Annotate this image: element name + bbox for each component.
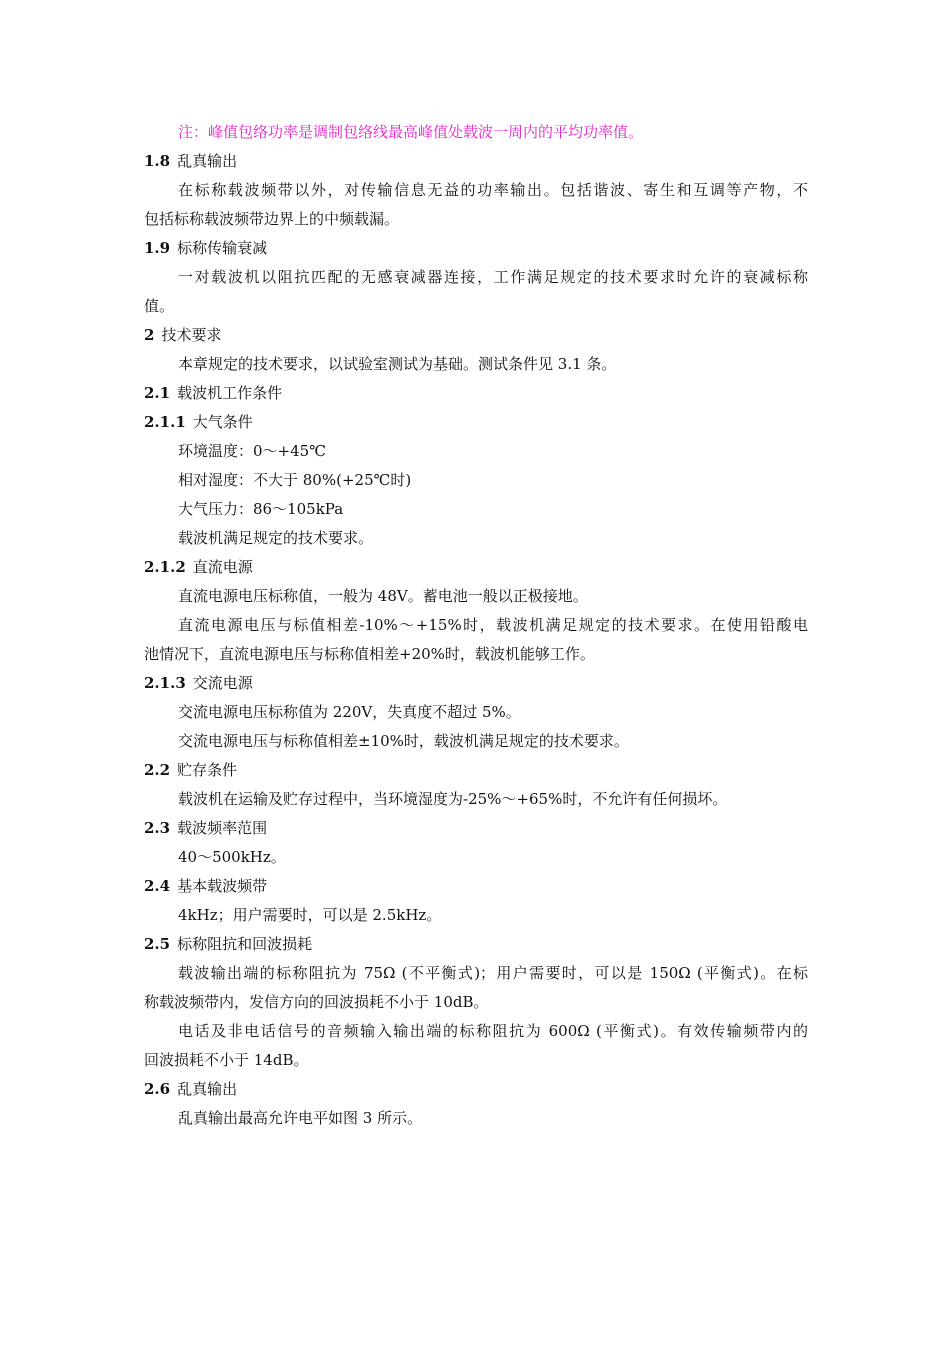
heading-2-1-1 <box>144 408 808 437</box>
heading-2 <box>144 321 808 350</box>
heading-title: 乱真输出 <box>177 152 238 170</box>
heading-number: 2.1.1 <box>144 413 186 431</box>
heading-2-5 <box>144 930 808 959</box>
document-page <box>144 118 808 1133</box>
paragraph-1-9-line-2: 值。 <box>144 297 175 315</box>
heading-1-8 <box>144 147 808 176</box>
heading-number: 2.6 <box>144 1080 171 1098</box>
paragraph-2-1-2-p2-line-1: 直流电源电压与标值相差-10%～+15%时，载波机满足规定的技术要求。在使用铅酸电 <box>178 616 808 634</box>
heading-title: 标称阻抗和回波损耗 <box>177 935 313 953</box>
paragraph-2-1-3-p2: 交流电源电压与标称值相差±10%时，载波机满足规定的技术要求。 <box>178 732 629 750</box>
heading-number: 2.1.3 <box>144 674 186 692</box>
paragraph-2-3: 40～500kHz。 <box>178 848 286 866</box>
heading-number: 2.1.2 <box>144 558 186 576</box>
heading-2-2 <box>144 756 808 785</box>
heading-2-6 <box>144 1075 808 1104</box>
paragraph-2-1-2-p1: 直流电源电压标称值，一般为 48V。蓄电池一般以正极接地。 <box>178 587 588 605</box>
heading-title: 载波频率范围 <box>177 819 268 837</box>
heading-number: 2.2 <box>144 761 171 779</box>
paragraph-2-5-p2-line-2: 回波损耗不小于 14dB。 <box>144 1051 309 1069</box>
heading-2-4 <box>144 872 808 901</box>
heading-2-1-3 <box>144 669 808 698</box>
heading-number: 2.5 <box>144 935 171 953</box>
paragraph-1-8-line-2: 包括标称载波频带边界上的中频载漏。 <box>144 210 400 228</box>
paragraph-2-6: 乱真输出最高允许电平如图 3 所示。 <box>178 1109 423 1127</box>
heading-title: 贮存条件 <box>177 761 238 779</box>
heading-number: 1.9 <box>144 239 171 257</box>
note-peak-envelope-power: 注：峰值包络功率是调制包络线最高峰值处载波一周内的平均功率值。 <box>178 123 644 141</box>
heading-title: 直流电源 <box>192 558 253 576</box>
heading-title: 载波机工作条件 <box>177 384 283 402</box>
heading-title: 乱真输出 <box>177 1080 238 1098</box>
paragraph-2-4: 4kHz；用户需要时，可以是 2.5kHz。 <box>178 906 442 924</box>
paragraph-2-5-p1-line-1: 载波输出端的标称阻抗为 75Ω (不平衡式)；用户需要时，可以是 150Ω (平衡式)。在标 <box>178 964 808 982</box>
heading-1-9 <box>144 234 808 263</box>
paragraph-2-1-3-p1: 交流电源电压标称值为 220V，失真度不超过 5%。 <box>178 703 521 721</box>
heading-2-1 <box>144 379 808 408</box>
heading-number: 2.4 <box>144 877 171 895</box>
heading-title: 大气条件 <box>192 413 253 431</box>
paragraph-2-1-1-conclusion: 载波机满足规定的技术要求。 <box>178 529 374 547</box>
heading-2-3 <box>144 814 808 843</box>
heading-number: 1.8 <box>144 152 171 170</box>
heading-number: 2.3 <box>144 819 171 837</box>
heading-number: 2 <box>144 326 155 344</box>
heading-title: 标称传输衰减 <box>177 239 268 257</box>
relative-humidity: 相对湿度：不大于 80%(+25℃时) <box>178 471 412 489</box>
heading-title: 技术要求 <box>161 326 222 344</box>
heading-title: 基本载波频带 <box>177 877 268 895</box>
ambient-temperature: 环境温度：0～+45℃ <box>178 442 326 460</box>
paragraph-2-5-p1-line-2: 称载波频带内，发信方向的回波损耗不小于 10dB。 <box>144 993 489 1011</box>
atmospheric-pressure: 大气压力：86～105kPa <box>178 500 344 518</box>
paragraph-1-9-line-1: 一对载波机以阻抗匹配的无感衰减器连接，工作满足规定的技术要求时允许的衰减标称 <box>178 268 808 286</box>
paragraph-2-1-2-p2-line-2: 池情况下，直流电源电压与标称值相差+20%时，载波机能够工作。 <box>144 645 595 663</box>
paragraph-2-2: 载波机在运输及贮存过程中，当环境湿度为-25%～+65%时，不允许有任何损坏。 <box>178 790 728 808</box>
heading-number: 2.1 <box>144 384 171 402</box>
heading-2-1-2 <box>144 553 808 582</box>
paragraph-1-8-line-1: 在标称载波频带以外，对传输信息无益的功率输出。包括谐波、寄生和互调等产物，不 <box>178 181 808 199</box>
heading-title: 交流电源 <box>192 674 253 692</box>
paragraph-2-5-p2-line-1: 电话及非电话信号的音频输入输出端的标称阻抗为 600Ω (平衡式)。有效传输频带内的 <box>178 1022 808 1040</box>
paragraph-2: 本章规定的技术要求，以试验室测试为基础。测试条件见 3.1 条。 <box>178 355 617 373</box>
